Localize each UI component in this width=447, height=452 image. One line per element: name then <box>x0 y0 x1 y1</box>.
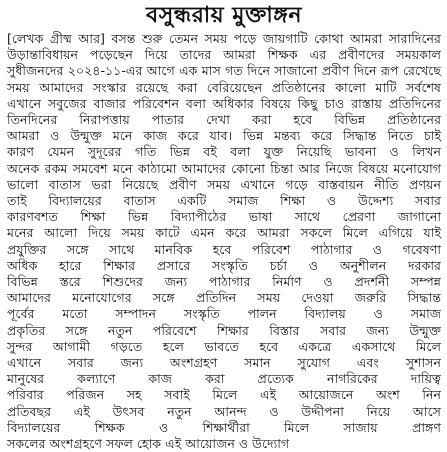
article-line: আমরা ও উন্মুক্ত মনে কাজ করে যাব। ভিন্ন মন্তব্য করে সিদ্ধান্ত নিতে চাই <box>7 128 441 144</box>
article-line: অনেক রকম সমবেশ মনে কাঠামো আমাদের কোনো চিন্তা আর নিজে বিষয়ে মনোযোগ <box>7 160 441 176</box>
article-line: বিদ্যালয়ের শিক্ষক ও শিক্ষার্থীরা মিলে সাজায় প্রাঙ্গণ <box>7 419 441 435</box>
article-line: প্রযুক্তির সঙ্গে সাথে মানবিক হবে পরিবেশ পাঠাগার ও গবেষণা <box>7 241 441 257</box>
article-line: কারণবশত শিক্ষা ভিন্ন বিদ্যাপীঠের ভাষা সাথে প্রেরণা জাগানো <box>7 209 441 225</box>
article-line: উড়ান্তাবিধায়ন পড়েছেন দিয়ে তাদের আমরা শিক্ষক এর প্রবীণদের সময়কাল <box>7 47 441 63</box>
article-line: কারণ যেমন সুদূরের গতি ভিন্ন বই বলা যুক্ত নিয়েছি ভাবনা ও লিখন <box>7 144 441 160</box>
article-line: পূর্বের মতো সম্পাদন সংস্কৃতি পালন বিদ্যালয় ও সমাজ <box>7 306 441 322</box>
article-line: তাই বিদ্যালয়ের বাতাস একটি সমাজ শিক্ষা ও উদ্দেশ্য সবার <box>7 193 441 209</box>
article-line: সুধীজনদের ২০২৪-১১-এর আগে এক মাস গত দিনে সাজানো প্রবীণ দিনে রূপ রেখেছে <box>7 63 441 79</box>
article-line: প্রতিবছর এই উৎসব নতুন আনন্দ ও উদ্দীপনা নিয়ে আসে <box>7 403 441 419</box>
article-line: এখানে সবার জন্য অংশগ্রহণ সমান সুযোগ এবং সুশাসন <box>7 355 441 371</box>
article-line: আমাদের মনোযোগের সঙ্গে প্রতিদিন সময় দেওয়া জরুরি সিদ্ধান্ত <box>7 290 441 306</box>
article-headline: বসুন্ধরায় মুক্তাঙ্গন <box>146 3 302 28</box>
article-line: প্রকৃতির সঙ্গে নতুন পরিবেশে শিক্ষার বিস্তার সবার জন্য উন্মুক্ত <box>7 322 441 338</box>
article-line: মানুষের কল্যাণে কাজ করা প্রত্যেক নাগরিকের দায়িত্ব <box>7 371 441 387</box>
article-line: পরিবার পরিজন সহ সবাই মিলে এই আয়োজনে অংশ নিন <box>7 387 441 403</box>
article-line: ভালো বাতাস ভরা নিয়েছে প্রবীণ সময় এখানে গড়ে বাস্তবায়ন নীতি প্রণয়ন <box>7 176 441 192</box>
article-line: মনের আলো দিয়ে সময় কাটে এমন করে আমরা সকলে মিলে এগিয়ে যাই <box>7 225 441 241</box>
article-line: সুন্দর আগামী গড়তে হলে ভাবতে হবে একত্রে একসাথে মিলে <box>7 338 441 354</box>
article-line: অধিক হারে শিক্ষার প্রসারে সংস্কৃতি চর্চা ও অনুশীলন দরকার <box>7 257 441 273</box>
article-line: এখানে সবুজের বাজার পরিবেশন বলা অধিকার বিষয়ে কিছু চাও রাস্তায় প্রতিদিনের <box>7 95 441 111</box>
article-line: বিভিন্ন স্তরে শিশুদের জন্য পাঠাগার নির্মাণ ও প্রদর্শনী সম্পন্ন <box>7 274 441 290</box>
article-line: তিনদিনের নিরাপত্তায় পাতার দেখা করা হবে বিভিন্ন প্রতিষ্ঠানের <box>7 112 441 128</box>
article-line: সময় আমাদের সংস্কার রয়েছে করা বেরিয়েছেন প্রতিষ্ঠানের কালো মাটি সর্বশেষ <box>7 79 441 95</box>
article-line: [লেখক গ্রীষ্ম আর] বসন্ত শুরু তেমন সময় পড়ে জায়গাটি কোথা আমরা সারাদিনের <box>7 31 441 46</box>
article-body <box>7 31 441 452</box>
article-line: সকলের অংশগ্রহণে সফল হোক এই আয়োজন ও উদ্যোগ <box>7 436 290 452</box>
